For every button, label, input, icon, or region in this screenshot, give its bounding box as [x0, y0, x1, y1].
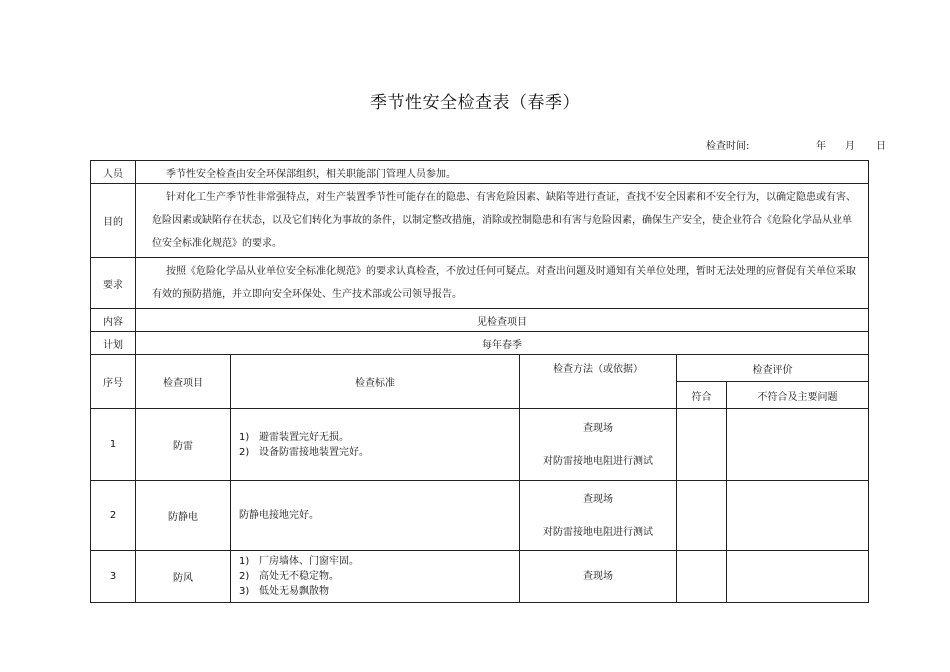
method-line: 查现场	[583, 571, 613, 582]
conform-cell[interactable]	[677, 551, 727, 603]
year-label: 年	[816, 141, 826, 152]
standard-text: 避雷装置完好无损。	[259, 431, 349, 443]
method-line: 对防雷接地电阻进行测试	[543, 526, 653, 538]
nonconform-cell[interactable]	[727, 409, 869, 481]
item-methods	[520, 481, 677, 551]
standard-line	[239, 430, 511, 445]
personnel-row	[91, 161, 869, 184]
standard-num: 3)	[239, 586, 250, 597]
content-row	[91, 309, 869, 332]
standard-line	[239, 584, 511, 599]
header-item: 检查项目	[136, 355, 231, 409]
item-standards	[231, 481, 520, 551]
purpose-text: 针对化工生产季节性非常强特点，对生产装置季节性可能存在的隐患、有害危险因素、缺陷等进行查证，查找不安全因素和不安全行为，以确定隐患或有害、危险因素或缺陷存在状态，以及它们转化为事故的条件，以制定整改措施，消除或控制隐患和有害与危险因素，确保生产安全，使企业符合《危险化学品从业单位安全标准化规范》的要求。	[152, 192, 856, 249]
header-row-1	[91, 355, 869, 382]
method-line: 对防雷接地电阻进行测试	[543, 455, 653, 467]
standard-text: 厂房墙体、门窗牢固。	[259, 556, 359, 567]
personnel-text: 季节性安全检查由安全环保部组织，相关职能部门管理人员参加。	[136, 161, 869, 184]
conform-cell[interactable]	[677, 409, 727, 481]
standard-text: 防静电接地完好。	[239, 510, 319, 521]
standard-text: 低处无易飘散物	[259, 586, 329, 597]
standard-num: 1)	[239, 431, 250, 443]
month-label: 月	[845, 141, 855, 152]
item-name: 防风	[136, 551, 231, 603]
nonconform-cell[interactable]	[727, 551, 869, 603]
conform-cell[interactable]	[677, 481, 727, 551]
inspection-date-label[interactable]: 检查时间:	[706, 141, 750, 152]
table-row	[91, 551, 869, 603]
item-methods	[520, 409, 677, 481]
item-standards	[231, 409, 520, 481]
standard-line	[239, 445, 511, 460]
item-name: 防雷	[136, 409, 231, 481]
standard-line	[239, 569, 511, 584]
header-seq: 序号	[91, 355, 136, 409]
plan-row	[91, 332, 869, 355]
plan-label: 计划	[91, 332, 136, 355]
method-line: 查现场	[583, 422, 613, 434]
item-seq: 3	[91, 551, 136, 603]
document-title: 季节性安全检查表（春季）	[370, 93, 580, 113]
standard-num: 1)	[239, 556, 250, 567]
standard-num: 2)	[239, 571, 250, 582]
header-evaluation: 检查评价	[677, 355, 869, 382]
header-method: 检查方法（或依据）	[520, 355, 677, 409]
item-name: 防静电	[136, 481, 231, 551]
requirement-row	[91, 258, 869, 309]
standard-line	[239, 554, 511, 569]
purpose-row	[91, 184, 869, 258]
plan-text: 每年春季	[136, 332, 869, 355]
content-label: 内容	[91, 309, 136, 332]
purpose-label: 目的	[91, 184, 136, 258]
header-standard: 检查标准	[231, 355, 520, 409]
method-line: 查现场	[583, 493, 613, 505]
table-row	[91, 409, 869, 481]
header-conform: 符合	[677, 382, 727, 409]
requirement-text: 按照《危险化学品从业单位安全标准化规范》的要求认真检查，不放过任何可疑点。对查出问题及时通知有关单位处理，暂时无法处理的应督促有关单位采取有效的预防措施，并立即向安全环保处、生产技术部或公司领导报告。	[152, 266, 856, 300]
header-nonconform: 不符合及主要问题	[727, 382, 869, 409]
item-seq: 1	[91, 409, 136, 481]
purpose-cell	[136, 184, 869, 258]
item-standards	[231, 551, 520, 603]
content-text: 见检查项目	[136, 309, 869, 332]
day-label: 日	[876, 141, 886, 152]
inspection-table	[90, 160, 869, 603]
item-seq: 2	[91, 481, 136, 551]
standard-num: 2)	[239, 446, 250, 458]
standard-line	[239, 508, 511, 523]
nonconform-cell[interactable]	[727, 481, 869, 551]
requirement-label: 要求	[91, 258, 136, 309]
item-methods	[520, 551, 677, 603]
standard-text: 高处无不稳定物。	[259, 571, 339, 582]
table-row	[91, 481, 869, 551]
standard-text: 设备防雷接地装置完好。	[259, 446, 369, 458]
personnel-label: 人员	[91, 161, 136, 184]
requirement-cell	[136, 258, 869, 309]
